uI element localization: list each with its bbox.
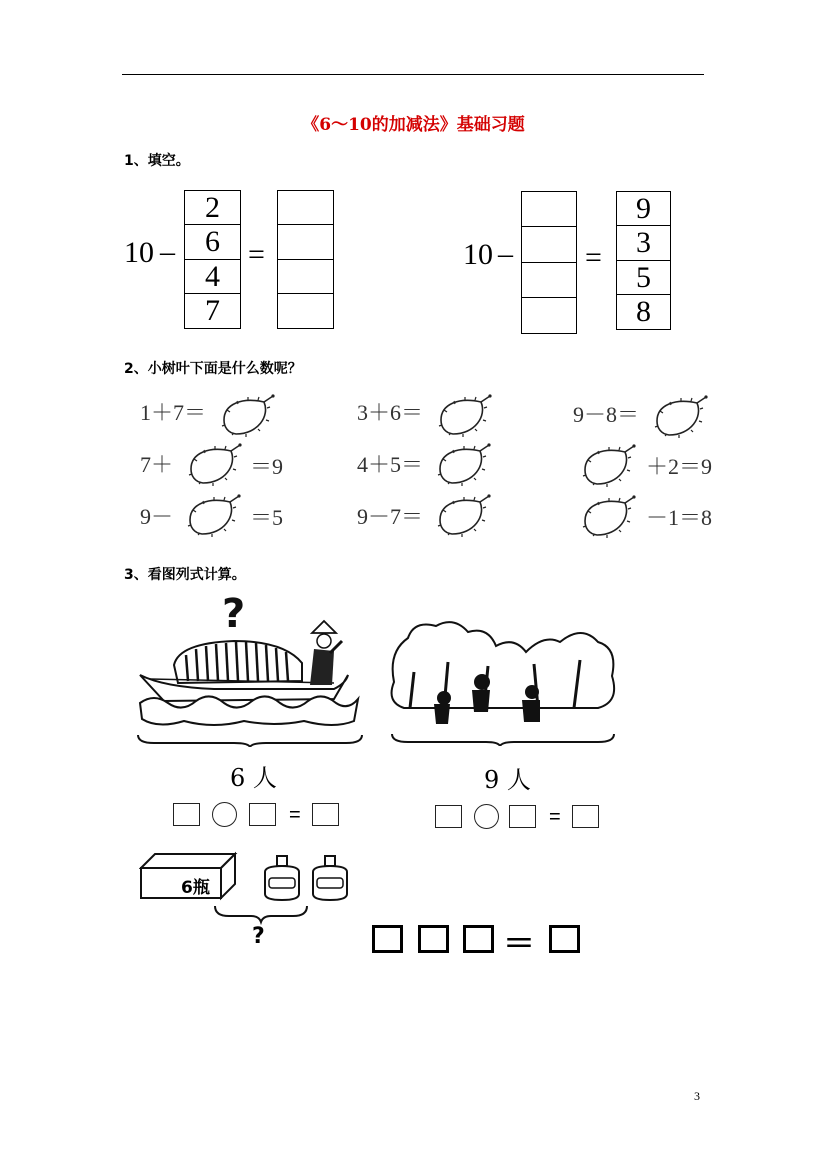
equals-sign: = [549, 806, 561, 828]
boat-illustration [134, 595, 366, 747]
forest-people-count: 9 人 [484, 766, 531, 794]
box-label: 6瓶 [181, 878, 210, 898]
left-start-number: 10 [124, 236, 154, 269]
leaf-equation: 9－ [140, 504, 174, 529]
operator-circle[interactable] [212, 802, 237, 827]
left-given-column [184, 190, 241, 329]
right-given-column [616, 191, 671, 330]
given-cell: 6 [184, 224, 241, 260]
given-cell: 3 [616, 225, 671, 261]
leaf-icon[interactable] [651, 395, 711, 439]
answer-box[interactable] [521, 191, 577, 228]
leaf-equation: －1＝8 [646, 505, 713, 530]
answer-box[interactable] [277, 190, 334, 226]
answer-box[interactable] [435, 805, 462, 828]
leaf-equation: 9－8＝ [573, 402, 640, 427]
answer-box[interactable] [549, 925, 580, 953]
answer-box[interactable] [463, 925, 494, 953]
leaf-equation: 4＋5＝ [357, 452, 424, 477]
answer-box[interactable] [249, 803, 276, 826]
answer-box[interactable] [572, 805, 599, 828]
answer-box[interactable] [277, 224, 334, 260]
leaf-equation: ＋2＝9 [646, 454, 713, 479]
left-minus-sign: – [160, 235, 175, 268]
page-number: 3 [694, 1089, 700, 1103]
answer-box[interactable] [312, 803, 339, 826]
leaf-icon[interactable] [218, 394, 278, 438]
forest-illustration [384, 612, 620, 746]
leaf-equation: 1＋7＝ [140, 400, 207, 425]
answer-box[interactable] [521, 226, 577, 263]
answer-box[interactable] [372, 925, 403, 953]
right-minus-sign: – [498, 237, 513, 270]
leaf-icon[interactable] [184, 494, 244, 538]
question-mark: ? [252, 924, 265, 949]
answer-box[interactable] [173, 803, 200, 826]
leaf-equation: 7＋ [140, 452, 174, 477]
given-cell: 2 [184, 190, 241, 226]
left-answer-column [277, 190, 334, 329]
leaf-icon[interactable] [434, 494, 494, 538]
operator-circle[interactable] [474, 804, 499, 829]
page-title: 《6～10的加减法》基础习题 [302, 115, 525, 135]
leaf-equation: ＝5 [250, 505, 284, 530]
header-rule [122, 74, 704, 75]
leaf-icon[interactable] [579, 444, 639, 488]
answer-box[interactable] [521, 262, 577, 299]
answer-box[interactable] [418, 925, 449, 953]
given-cell: 7 [184, 293, 241, 329]
boat-people-count: 6 人 [230, 764, 277, 792]
leaf-equation: 9－7＝ [357, 504, 424, 529]
leaf-icon[interactable] [434, 443, 494, 487]
section-1-heading: 1、填空。 [124, 153, 190, 169]
bottle-icon [265, 856, 299, 900]
leaf-icon[interactable] [435, 394, 495, 438]
leaf-icon[interactable] [579, 495, 639, 539]
right-equals-sign: = [585, 241, 602, 274]
answer-box[interactable] [277, 259, 334, 295]
section-3-heading: 3、看图列式计算。 [124, 567, 246, 583]
left-equals-sign: = [248, 238, 265, 271]
leaf-equation: 3＋6＝ [357, 400, 424, 425]
bottle-icon [313, 856, 347, 900]
given-cell: 5 [616, 260, 671, 296]
given-cell: 9 [616, 191, 671, 227]
answer-box[interactable] [277, 293, 334, 329]
given-cell: 8 [616, 294, 671, 330]
leaf-equation: ＝9 [250, 454, 284, 479]
answer-box[interactable] [521, 297, 577, 334]
answer-box[interactable] [509, 805, 536, 828]
leaf-icon[interactable] [185, 443, 245, 487]
right-answer-column [521, 191, 577, 334]
section-2-heading: 2、小树叶下面是什么数呢？ [124, 361, 302, 377]
given-cell: 4 [184, 259, 241, 295]
equals-sign: ＝ [503, 924, 536, 962]
question-mark-icon: ? [222, 595, 246, 637]
right-start-number: 10 [463, 238, 493, 271]
equals-sign: = [289, 804, 301, 826]
